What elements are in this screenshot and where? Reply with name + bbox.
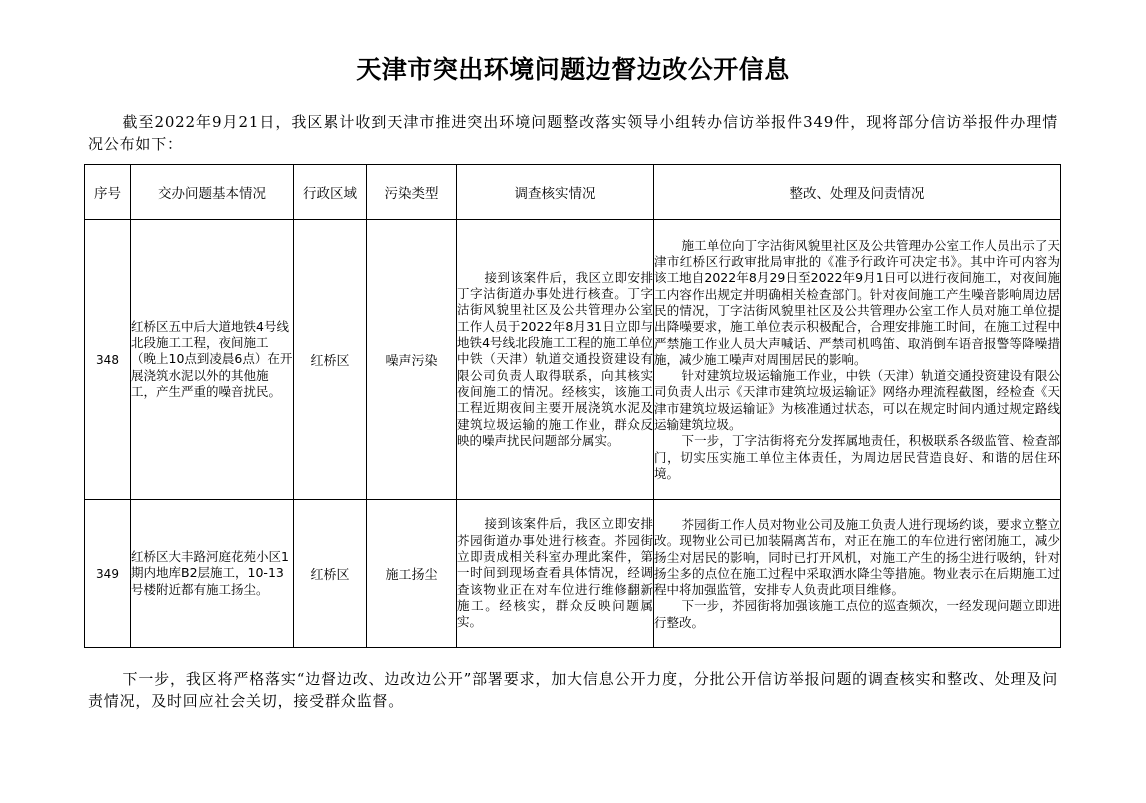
row-pollution-type: 施工扬尘 <box>367 500 457 648</box>
investigation-text: 接到该案件后，我区立即安排芥园街道办事处进行核查。芥园街立即责成相关科室办理此案件，第一时间到现场查看具体情况，经调查该物业正在对车位进行维修翻新施工。经核实，群众反映问题属实。 <box>457 516 653 630</box>
response-paragraph: 施工单位向丁字沽街风貌里社区及公共管理办公室工作人员出示了天津市红桥区行政审批局审批的《准予行政许可决定书》。其中许可内容为该工地自2022年8月29日至2022年9月1日可以进行夜间施工，对夜间施工内容作出规定并明确相关检查部门。针对夜间施工产生噪音影响周边居民的情况，丁字沽街风貌里社区及公共管理办公室工作人员对施工单位提出降噪要求，施工单位表示积极配合，合理安排施工时间，在施工过程中严禁施工作业人员大声喊话、严禁司机鸣笛、取消倒车语音报警等降噪措施，减少施工噪声对周围居民的影响。 <box>654 237 1060 367</box>
row-summary: 红桥区五中后大道地铁4号线北段施工工程，夜间施工（晚上10点到凌晨6点）在开展浇筑水泥以外的其他施工，产生严重的噪音扰民。 <box>131 220 294 500</box>
response-paragraph: 针对建筑垃圾运输施工作业，中铁（天津）轨道交通投资建设有限公司负责人出示《天津市建筑垃圾运输证》网络办理流程截图，经检查《天津市建筑垃圾运输证》为核准通过状态，可以在规定时间内通过规定路线运输建筑垃圾。 <box>654 368 1060 433</box>
page-title: 天津市突出环境问题边督边改公开信息 <box>356 55 790 84</box>
table-row <box>85 220 1061 500</box>
row-summary: 红桥区大丰路河庭花苑小区1期内地库B2层施工，10-13号楼附近都有施工扬尘。 <box>131 500 294 648</box>
header-response: 整改、处理及问责情况 <box>654 165 1061 220</box>
row-district: 红桥区 <box>294 500 367 648</box>
header-district: 行政区域 <box>294 165 367 220</box>
header-investigation: 调查核实情况 <box>457 165 654 220</box>
row-index: 349 <box>85 500 131 648</box>
table-row <box>85 500 1061 648</box>
response-paragraph: 下一步，丁字沽街将充分发挥属地责任，积极联系各级监管、检查部门，切实压实施工单位主体责任，为周边居民营造良好、和谐的居住环境。 <box>654 433 1060 481</box>
row-pollution-type: 噪声污染 <box>367 220 457 500</box>
table-header-row <box>85 165 1061 220</box>
header-index: 序号 <box>85 165 131 220</box>
row-investigation <box>457 500 654 648</box>
row-investigation <box>457 220 654 500</box>
investigation-text: 接到该案件后，我区立即安排丁字沽街道办事处进行核查。丁字沽街风貌里社区及公共管理办公室工作人员于2022年8月31日立即与地铁4号线北段施工工程的施工单位中铁（天津）轨道交通投资建设有限公司负责人取得联系，向其核实夜间施工的情况。经核实，该施工工程近期夜间主要开展浇筑水泥及建筑垃圾运输的施工作业，群众反映的噪声扰民问题部分属实。 <box>457 269 653 448</box>
closing-paragraph: 下一步，我区将严格落实“边督边改、边改边公开”部署要求，加大信息公开力度，分批公开信访举报问题的调查核实和整改、处理及问责情况，及时回应社会关切，接受群众监督。 <box>88 670 1058 710</box>
row-index: 348 <box>85 220 131 500</box>
header-pollution-type: 污染类型 <box>367 165 457 220</box>
row-district: 红桥区 <box>294 220 367 500</box>
row-response <box>654 500 1061 648</box>
complaint-table <box>84 164 1061 648</box>
header-summary: 交办问题基本情况 <box>131 165 294 220</box>
response-paragraph: 下一步，芥园街将加强该施工点位的巡查频次，一经发现问题立即进行整改。 <box>654 598 1060 630</box>
row-response <box>654 220 1061 500</box>
intro-paragraph: 截至2022年9月21日，我区累计收到天津市推进突出环境问题整改落实领导小组转办信访举报件349件，现将部分信访举报件办理情况公布如下： <box>88 113 1058 153</box>
response-paragraph: 芥园街工作人员对物业公司及施工负责人进行现场约谈，要求立整立改。现物业公司已加装隔离苫布，对正在施工的车位进行密闭施工，减少扬尘对居民的影响，同时已打开风机，对施工产生的扬尘进行吸纳，针对扬尘多的点位在施工过程中采取洒水降尘等措施。物业表示在后期施工过程中将加强监管，安排专人负责此项目维修。 <box>654 516 1060 598</box>
